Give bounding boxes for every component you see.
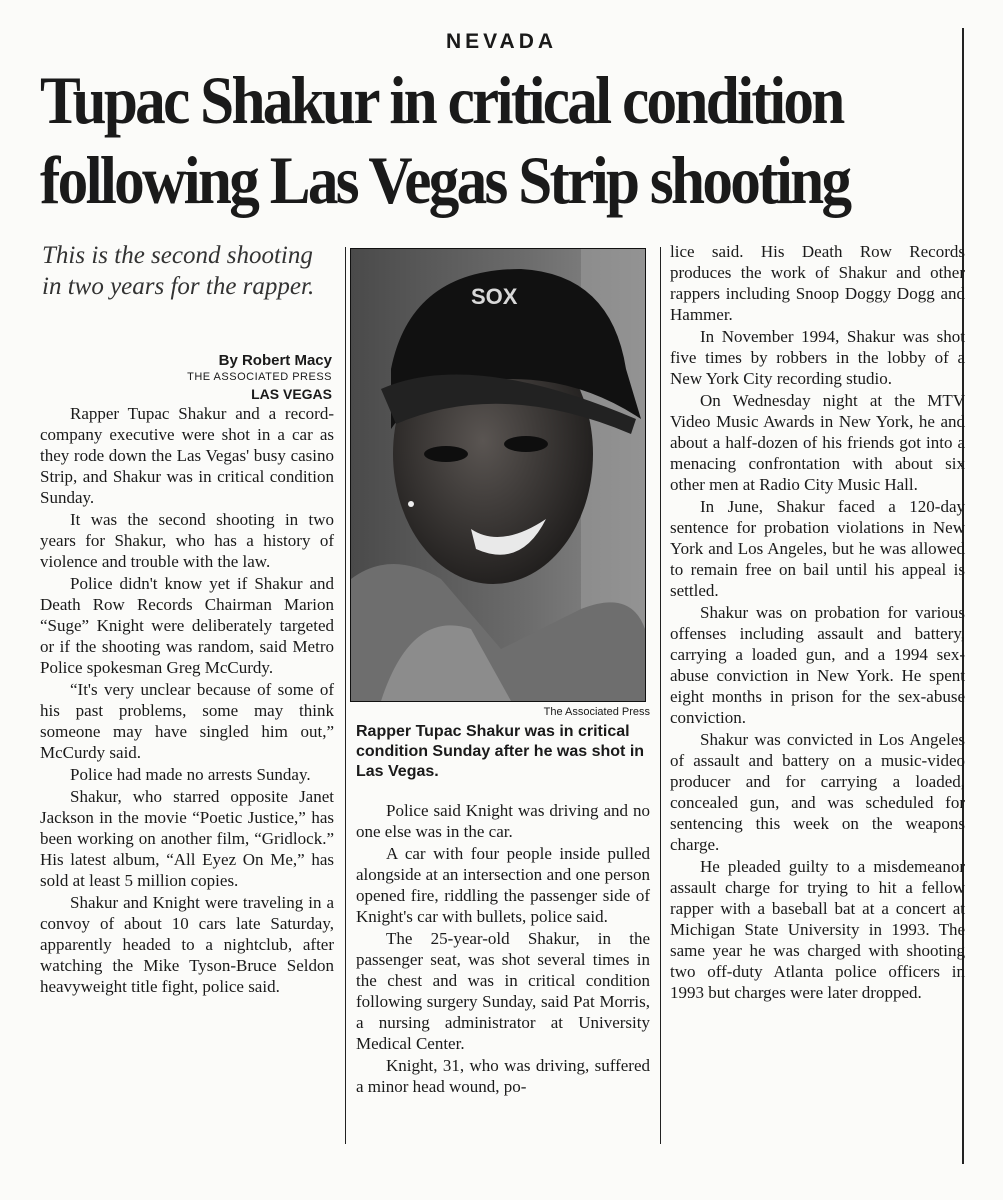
- paragraph: Rapper Tupac Shakur and a record-company executive were shot in a car as they rode down the Las Vegas' busy casino Strip, and Shakur was in critical condition Sunday.: [40, 404, 334, 507]
- column-rule: [345, 247, 346, 1144]
- paragraph: In June, Shakur faced a 120-day sentence for probation violations in New York and Los Angeles, but he was allowed to remain free on bail until his appeal is settled.: [670, 497, 965, 600]
- article-column-3: [670, 241, 965, 1004]
- headline: [40, 60, 877, 220]
- paragraph: Shakur was convicted in Los Angeles of assault and battery on a music-video producer and for carrying a loaded, concealed gun, and was scheduled for sentencing this week on the weapons charge.: [670, 730, 965, 854]
- deck-subhead: This is the second shooting in two years for the rapper.: [42, 242, 315, 300]
- byline-agency: THE ASSOCIATED PRESS: [187, 371, 332, 383]
- paragraph: “It's very unclear because of some of his past problems, some may think someone may have singled him out,” McCurdy said.: [40, 680, 334, 762]
- article-column-2: [356, 800, 650, 1098]
- news-photo: [350, 248, 646, 702]
- paragraph: The 25-year-old Shakur, in the passenger seat, was shot several times in the chest and was in critical condition following surgery Sunday, said Pat Morris, a nursing administrator at University Medical Center.: [356, 929, 650, 1053]
- paragraph: A car with four people inside pulled alongside at an intersection and one person opened fire, riddling the passenger side of Knight's car with bullets, police said.: [356, 844, 650, 926]
- paragraph: Police didn't know yet if Shakur and Death Row Records Chairman Marion “Suge” Knight were deliberately targeted or if the shooting was random, said Metro Police spokesman Greg McCurdy.: [40, 574, 334, 677]
- byline-author: By Robert Macy: [218, 352, 332, 369]
- section-label: NEVADA: [445, 30, 558, 53]
- photo-caption: Rapper Tupac Shakur was in critical condition Sunday after he was shot in Las Vegas.: [356, 723, 645, 780]
- photo-credit: The Associated Press: [543, 706, 650, 718]
- paragraph: It was the second shooting in two years for Shakur, who has a history of violence and trouble with the law.: [40, 510, 334, 571]
- cap-logo: SOX: [471, 284, 518, 309]
- paragraph: Police had made no arrests Sunday.: [70, 765, 311, 784]
- paragraph: Shakur, who starred opposite Janet Jackson in the movie “Poetic Justice,” has been working on another film, “Gridlock.” His latest album, “All Eyez On Me,” has sold at least 5 million copies.: [40, 787, 334, 890]
- column-rule: [660, 247, 661, 1144]
- dateline: LAS VEGAS: [251, 386, 332, 402]
- paragraph: Knight, 31, who was driving, suffered a minor head wound, po-: [356, 1056, 650, 1096]
- paragraph: In November 1994, Shakur was shot five times by robbers in the lobby of a New York City recording studio.: [670, 327, 965, 388]
- article-column-1: [40, 403, 334, 998]
- headline-line-1: Tupac Shakur in critical condition: [40, 62, 843, 138]
- paragraph: He pleaded guilty to a misdemeanor assault charge for trying to hit a fellow rapper with a baseball bat at a concert at Michigan State University in 1993. The same year he was charged with shooting two off-duty Atlanta police officers in 1993 but charges were later dropped.: [670, 857, 965, 1002]
- paragraph: On Wednesday night at the MTV Video Music Awards in New York, he and about a half-dozen of his friends got into a menacing confrontation with about six other men at Radio City Music Hall.: [670, 391, 965, 494]
- paragraph: Shakur and Knight were traveling in a convoy of about 10 cars late Saturday, apparently headed to a nightclub, after watching the Mike Tyson-Bruce Seldon heavyweight title fight, police said.: [40, 893, 334, 996]
- paragraph: lice said. His Death Row Records produces the work of Shakur and other rappers including Snoop Doggy Dogg and Hammer.: [670, 242, 965, 324]
- paragraph: Police said Knight was driving and no one else was in the car.: [356, 801, 650, 841]
- headline-line-2: following Las Vegas Strip shooting: [40, 142, 850, 218]
- portrait-photo: [351, 249, 645, 701]
- paragraph: Shakur was on probation for various offenses including assault and battery, carrying a loaded gun, and a 1994 sex-abuse conviction in New York. He spent eight months in prison for the sex-abuse conviction.: [670, 603, 965, 727]
